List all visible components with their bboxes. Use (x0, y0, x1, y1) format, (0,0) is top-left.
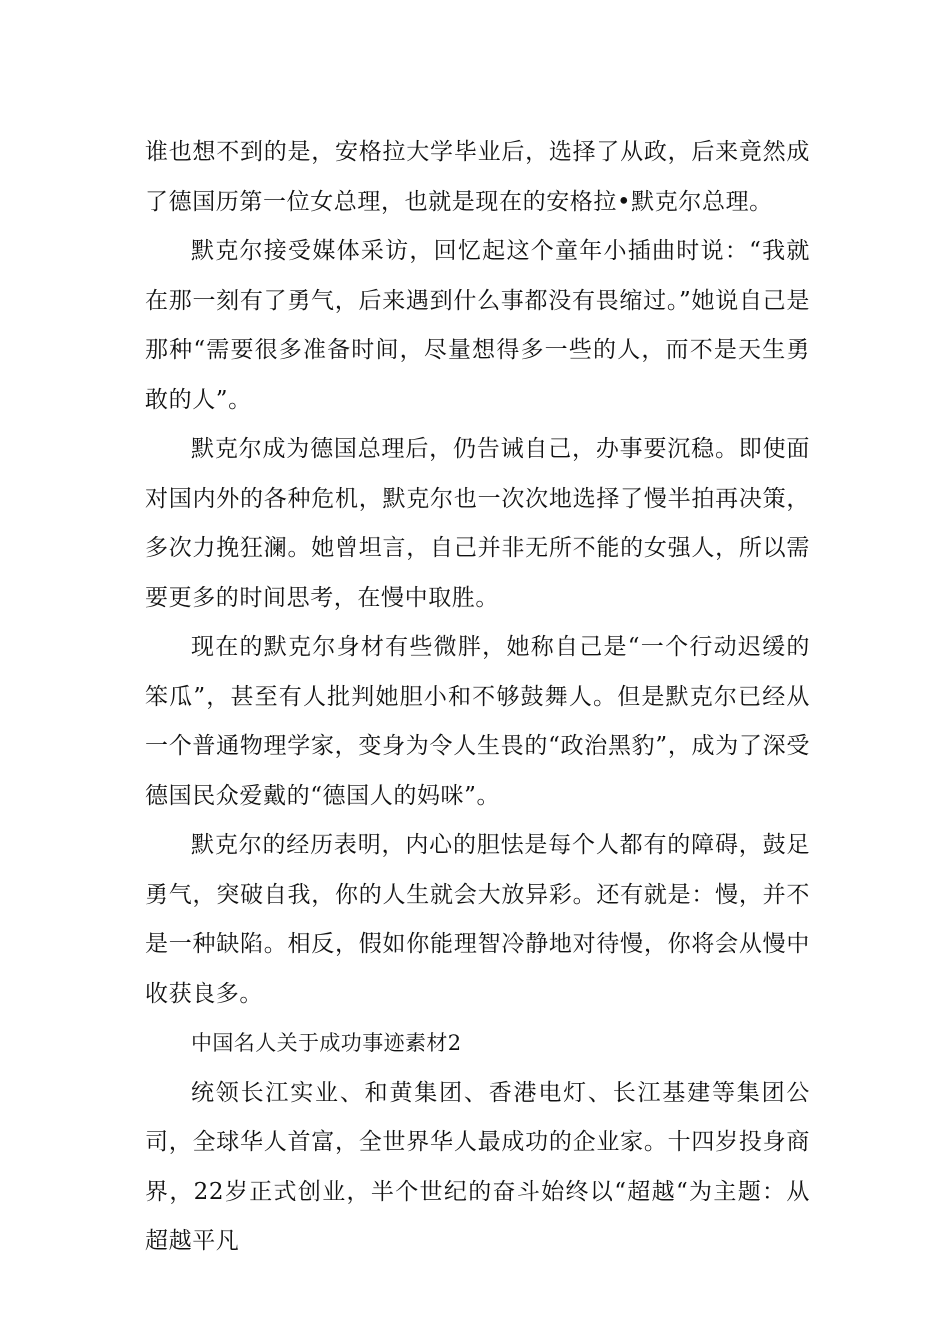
section-heading: 中国名人关于成功事迹素材2 (191, 1031, 462, 1055)
paragraph-2: 默克尔接受媒体采访，回忆起这个童年小插曲时说：“我就在那一刻有了勇气，后来遇到什么事都没有畏缩过。”她说自己是那种“需要很多准备时间，尽量想得多一些的人，而不是天生勇敢的人”。 (145, 238, 810, 413)
paragraph-3: 默克尔成为德国总理后，仍告诫自己，办事要沉稳。即使面对国内外的各种危机，默克尔也一次次地选择了慢半拍再决策，多次力挽狂澜。她曾坦言，自己并非无所不能的女强人，所以需要更多的时间思考，在慢中取胜。 (145, 436, 810, 611)
section-paragraph-1: 统领长江实业、和黄集团、香港电灯、长江基建等集团公司，全球华人首富，全世界华人最成功的企业家。十四岁投身商界，22岁正式创业，半个世纪的奋斗始终以“超越“为主题：从超越平凡 (145, 1079, 810, 1254)
paragraph-4: 现在的默克尔身材有些微胖，她称自己是“一个行动迟缓的笨瓜”，甚至有人批判她胆小和不够鼓舞人。但是默克尔已经从一个普通物理学家，变身为令人生畏的“政治黑豹”，成为了深受德国民众爱戴的“德国人的妈咪”。 (145, 634, 810, 809)
paragraph-1: 谁也想不到的是，安格拉大学毕业后，选择了从政，后来竟然成了德国历第一位女总理，也就是现在的安格拉•默克尔总理。 (145, 139, 810, 215)
document-body (145, 128, 810, 1267)
paragraph-5: 默克尔的经历表明，内心的胆怯是每个人都有的障碍，鼓足勇气，突破自我，你的人生就会大放异彩。还有就是：慢，并不是一种缺陷。相反，假如你能理智冷静地对待慢，你将会从慢中收获良多。 (145, 832, 810, 1007)
